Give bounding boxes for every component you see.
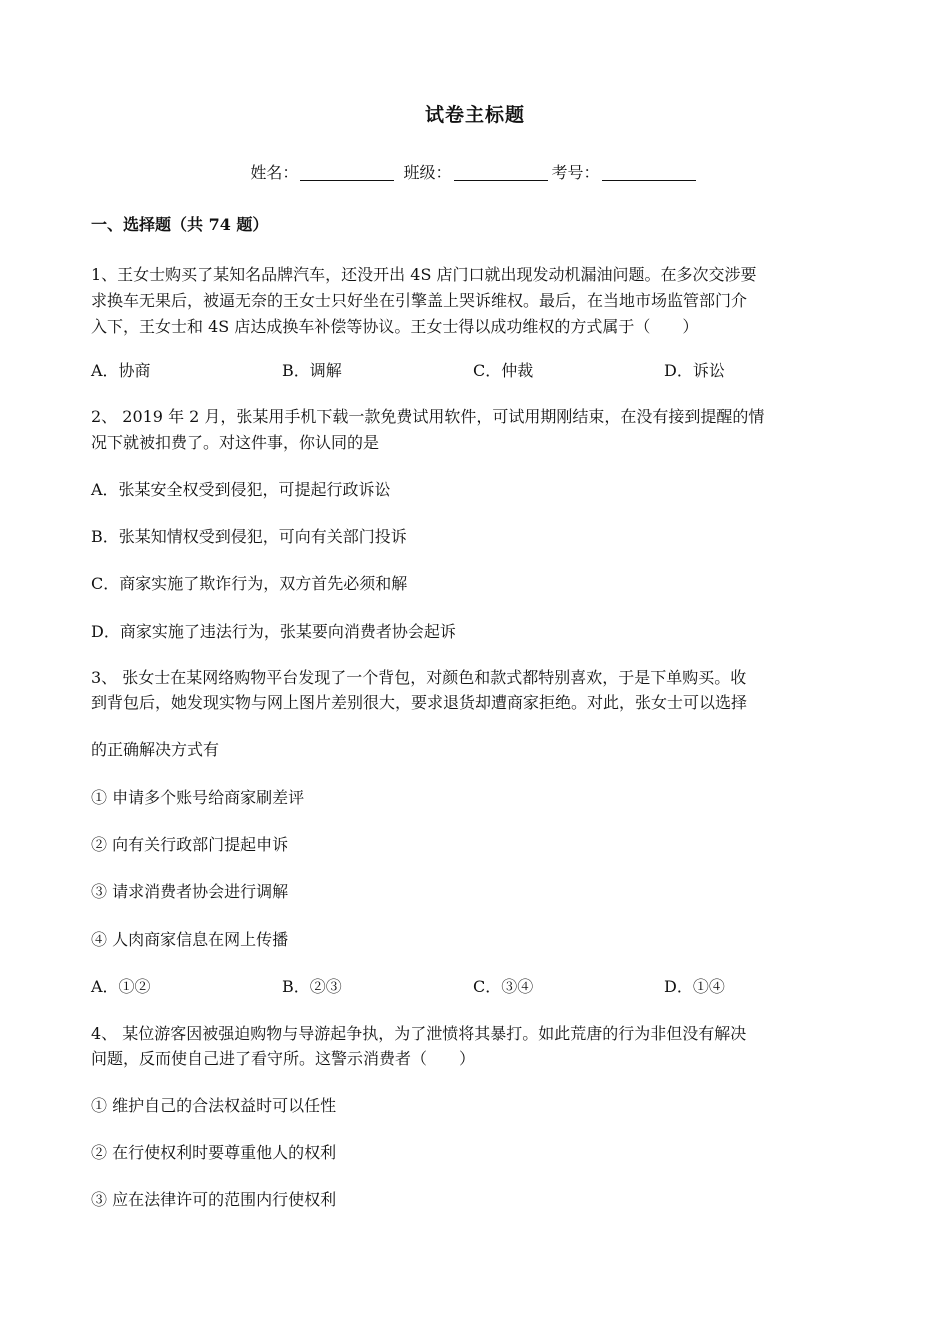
section-heading: 一、选择题（共 74 题） [91,215,269,234]
student-info-line [0,160,950,183]
question-1-option-c[interactable]: C．仲裁 [473,361,534,380]
question-1-option-b[interactable]: B．调解 [282,361,342,380]
exam-no-label: 考号： [551,163,600,182]
question-2-line-1: 2、 2019 年 2 月，张某用手机下载一款免费试用软件，可试用期刚结束，在没有接到提醒的情 [91,407,765,426]
question-3-item-4: ④ 人肉商家信息在网上传播 [91,930,289,949]
class-blank[interactable] [454,164,548,181]
question-1-option-a[interactable]: A．协商 [91,361,151,380]
exam-no-blank[interactable] [602,164,696,181]
question-1-line-3: 入下，王女士和 4S 店达成换车补偿等协议。王女士得以成功维权的方式属于（ ） [91,317,699,336]
question-3-item-2: ② 向有关行政部门提起申诉 [91,835,289,854]
question-2-option-c[interactable]: C．商家实施了欺诈行为，双方首先必须和解 [91,574,408,593]
page-title: 试卷主标题 [424,104,525,126]
question-4-line-2: 问题，反而使自己进了看守所。这警示消费者（ ） [91,1049,476,1068]
question-1-line-1: 1、王女士购买了某知名品牌汽车，还没开出 4S 店门口就出现发动机漏油问题。在多次交涉要 [91,265,757,284]
question-2-option-a[interactable]: A．张某安全权受到侵犯，可提起行政诉讼 [91,480,391,499]
question-1-option-d[interactable]: D．诉讼 [664,361,725,380]
question-4-item-2: ② 在行使权利时要尊重他人的权利 [91,1143,337,1162]
question-3-option-a[interactable]: A．①② [91,977,151,996]
question-2-line-2: 况下就被扣费了。对这件事，你认同的是 [91,433,380,452]
question-4-item-3: ③ 应在法律许可的范围内行使权利 [91,1190,337,1209]
question-3-item-1: ① 申请多个账号给商家刷差评 [91,788,305,807]
class-label: 班级： [403,163,452,182]
question-3-line-3: 的正确解决方式有 [91,740,220,759]
name-blank[interactable] [300,164,394,181]
question-1-line-2: 求换车无果后，被逼无奈的王女士只好坐在引擎盖上哭诉维权。最后，在当地市场监管部门介 [91,291,748,310]
question-3-option-b[interactable]: B．②③ [282,977,342,996]
question-2-option-b[interactable]: B．张某知情权受到侵犯，可向有关部门投诉 [91,527,407,546]
question-3-option-d[interactable]: D．①④ [664,977,725,996]
question-4-item-1: ① 维护自己的合法权益时可以任性 [91,1096,337,1115]
name-label: 姓名： [250,163,299,182]
question-3-line-2: 到背包后，她发现实物与网上图片差别很大，要求退货却遭商家拒绝。对此，张女士可以选择 [91,693,748,712]
question-3-item-3: ③ 请求消费者协会进行调解 [91,882,289,901]
question-3-option-c[interactable]: C．③④ [473,977,534,996]
question-2-option-d[interactable]: D．商家实施了违法行为，张某要向消费者协会起诉 [91,622,456,641]
question-4-line-1: 4、 某位游客因被强迫购物与导游起争执，为了泄愤将其暴打。如此荒唐的行为非但没有解决 [91,1024,747,1043]
question-3-line-1: 3、 张女士在某网络购物平台发现了一个背包，对颜色和款式都特别喜欢，于是下单购买。收 [91,668,747,687]
